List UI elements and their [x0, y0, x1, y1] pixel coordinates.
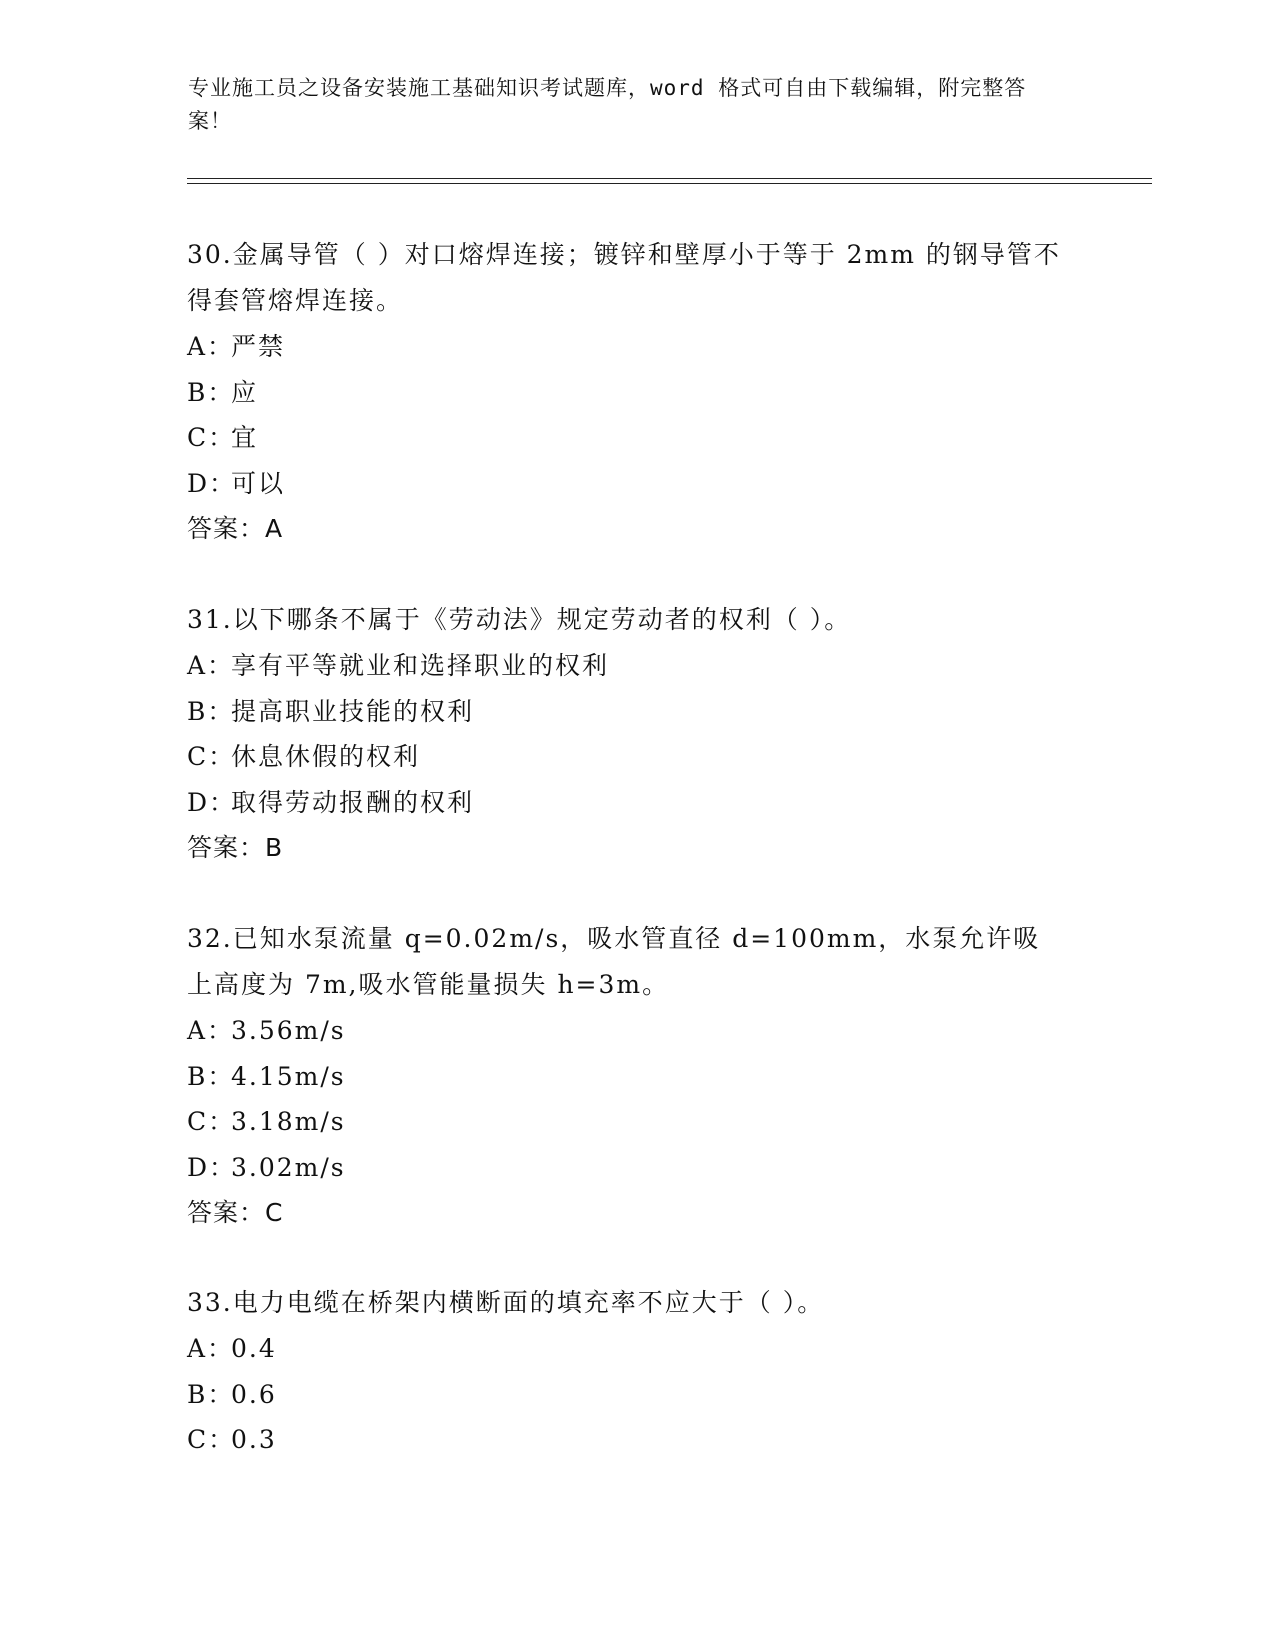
- option-a: [187, 1326, 1067, 1372]
- answer-line: 答案：A: [187, 514, 284, 543]
- option-letter: A：: [187, 1334, 235, 1363]
- question-stem: 33.电力电缆在桥架内横断面的填充率不应大于（ ）。: [187, 1288, 825, 1317]
- question-31: [187, 597, 1067, 871]
- option-letter: D：: [187, 468, 237, 498]
- option-letter: D：: [187, 1152, 237, 1182]
- option-letter: B：: [187, 696, 235, 726]
- option-letter: B：: [187, 1379, 235, 1409]
- option-d: [187, 1145, 1067, 1191]
- option-b: [187, 1372, 1067, 1418]
- question-32: [187, 916, 1067, 1236]
- document-header: 专业施工员之设备安装施工基础知识考试题库，word 格式可自由下载编辑，附完整答案！: [188, 76, 1027, 133]
- option-b: [187, 370, 1067, 416]
- option-text: 取得劳动报酬的权利: [231, 787, 475, 817]
- option-letter: B：: [187, 377, 235, 407]
- option-text: 3.56m/s: [231, 1016, 346, 1045]
- option-d: [187, 780, 1067, 826]
- option-a: [187, 324, 1067, 370]
- option-text: 严禁: [231, 332, 286, 361]
- answer-line: 答案：C: [187, 1198, 284, 1227]
- option-text: 0.4: [231, 1334, 277, 1363]
- option-letter: C：: [187, 1107, 236, 1136]
- option-letter: A：: [187, 1016, 235, 1045]
- option-letter: C：: [187, 1425, 236, 1454]
- option-text: 3.02m/s: [231, 1152, 346, 1182]
- option-b: [187, 689, 1067, 735]
- option-text: 可以: [231, 468, 286, 498]
- header-divider-top: [187, 178, 1152, 179]
- option-text: 应: [231, 377, 259, 407]
- option-letter: C：: [187, 423, 236, 452]
- option-c: [187, 1417, 1067, 1463]
- option-d: [187, 461, 1067, 507]
- question-stem: 32.已知水泵流量 q=0.02m/s，吸水管直径 d=100mm，水泵允许吸上高度为 7m,吸水管能量损失 h=3m。: [187, 924, 1041, 999]
- option-text: 4.15m/s: [231, 1061, 346, 1091]
- option-text: 提高职业技能的权利: [231, 696, 475, 726]
- option-c: [187, 1099, 1067, 1145]
- header-divider-bottom: [187, 183, 1152, 184]
- question-stem: 30.金属导管（ ）对口熔焊连接；镀锌和壁厚小于等于 2mm 的钢导管不得套管熔焊连接。: [187, 240, 1061, 315]
- option-text: 3.18m/s: [231, 1107, 346, 1136]
- option-b: [187, 1054, 1067, 1100]
- option-text: 休息休假的权利: [231, 742, 421, 771]
- question-30: [187, 232, 1067, 552]
- option-text: 宜: [231, 423, 259, 452]
- option-letter: C：: [187, 742, 236, 771]
- option-text: 享有平等就业和选择职业的权利: [231, 651, 610, 680]
- option-a: [187, 643, 1067, 689]
- option-letter: A：: [187, 651, 235, 680]
- option-letter: A：: [187, 332, 235, 361]
- option-letter: B：: [187, 1061, 235, 1091]
- question-33: [187, 1280, 1067, 1463]
- option-c: [187, 734, 1067, 780]
- question-stem: 31.以下哪条不属于《劳动法》规定劳动者的权利（ ）。: [187, 605, 852, 634]
- option-text: 0.6: [231, 1379, 277, 1409]
- option-text: 0.3: [231, 1425, 277, 1454]
- answer-line: 答案：B: [187, 833, 284, 862]
- option-c: [187, 415, 1067, 461]
- option-letter: D：: [187, 787, 237, 817]
- option-a: [187, 1008, 1067, 1054]
